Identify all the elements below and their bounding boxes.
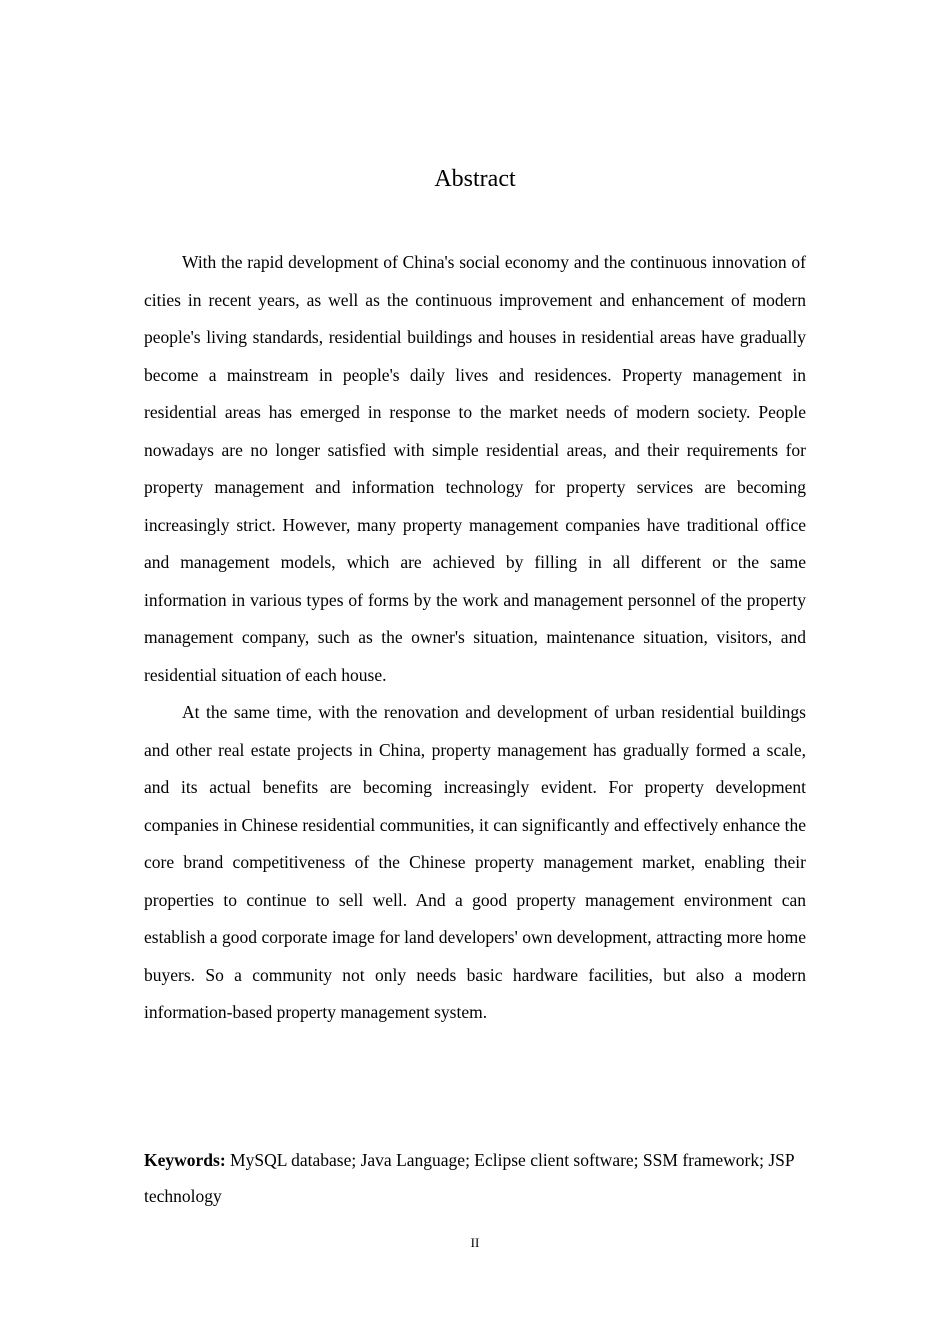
abstract-paragraph-2: At the same time, with the renovation and development of urban residential buildings and other real estate projects in China, property management has gradually formed a scale, and its actual benefits are becoming increasingly evident. For property development companies in Chinese residential communities, it can significantly and effectively enhance the core brand competitiveness of the Chinese property management market, enabling their properties to continue to sell well. And a good property management environment can establish a good corporate image for land developers' own development, attracting more home buyers. So a community not only needs basic hardware facilities, but also a modern information-based property management system. [144,702,806,1022]
page-number: II [470,1235,480,1250]
keywords-line [144,1142,806,1214]
abstract-paragraph-1: With the rapid development of China's social economy and the continuous innovation of cities in recent years, as well as the continuous improvement and enhancement of modern people's living standards, residential buildings and houses in residential areas have gradually become a mainstream in people's daily lives and residences. Property management in residential areas has emerged in response to the market needs of modern society. People nowadays are no longer satisfied with simple residential areas, and their requirements for property management and information technology for property services are becoming increasingly strict. However, many property management companies have traditional office and management models, which are achieved by filling in all different or the same information in various types of forms by the work and management personnel of the property management company, such as the owner's situation, maintenance situation, visitors, and residential situation of each house. [144,252,806,685]
keywords-label: Keywords: [144,1150,226,1170]
abstract-body [144,244,806,1032]
keywords-text: MySQL database; Java Language; Eclipse client software; SSM framework; JSP technology [144,1150,794,1206]
page-title: Abstract [434,166,516,192]
